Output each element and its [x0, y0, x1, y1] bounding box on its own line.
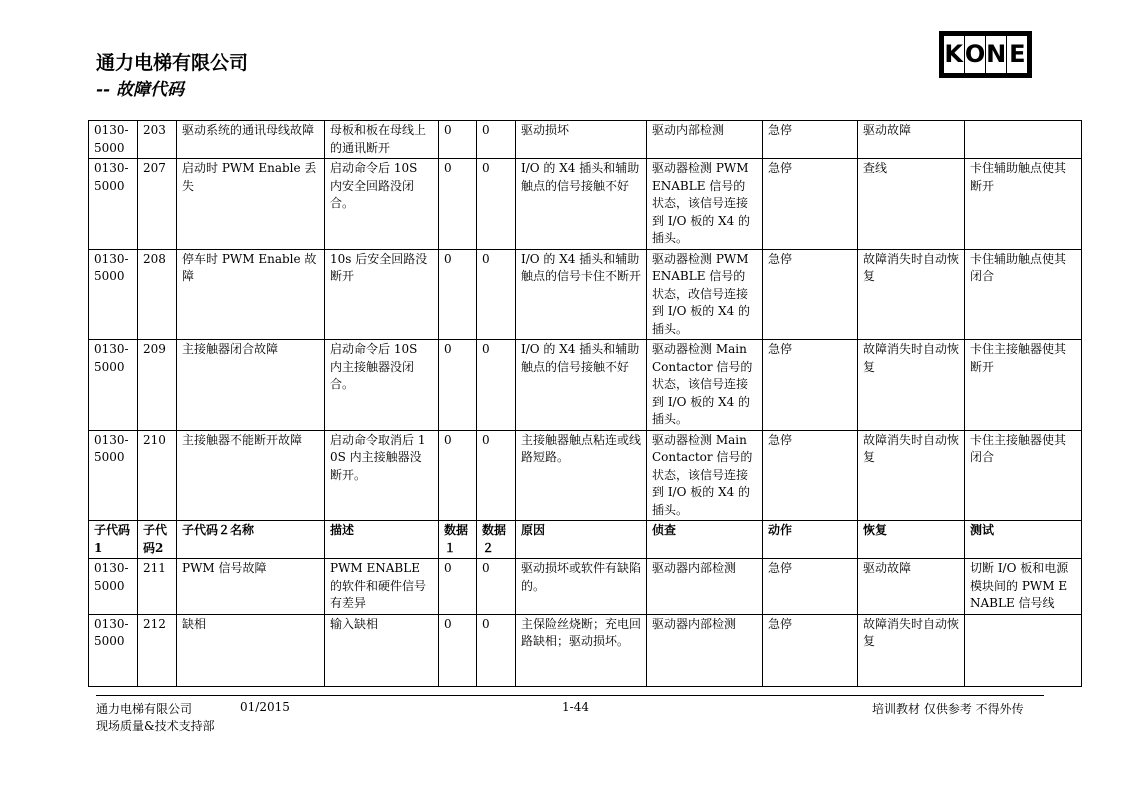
table-cell: 卡住辅助触点使其闭合 [965, 249, 1082, 340]
table-cell: 驱动内部检测 [647, 121, 763, 159]
table-cell: PWM ENABLE 的软件和硬件信号有差异 [325, 559, 439, 615]
table-cell: 0 [477, 614, 516, 686]
footer-notice: 培训教材 仅供参考 不得外传 [872, 702, 1024, 716]
table-cell: I/O 的 X4 插头和辅助触点的信号接触不好 [516, 340, 647, 431]
table-cell: 驱动器检测 Main Contactor 信号的状态，该信号连接到 I/O 板的 X4 的插头。 [647, 340, 763, 431]
table-header-cell: 侦查 [647, 521, 763, 559]
document-subtitle: -- 故障代码 [96, 80, 185, 100]
table-cell: 0 [477, 159, 516, 250]
table-cell: 0130-5000 [89, 249, 138, 340]
table-cell: 急停 [763, 340, 858, 431]
table-row [89, 614, 1082, 686]
table-cell: 切断 I/O 板和电源模块间的 PWM ENABLE 信号线 [965, 559, 1082, 615]
table-header-cell: 恢复 [858, 521, 965, 559]
table-cell: 0130-5000 [89, 121, 138, 159]
footer-company: 通力电梯有限公司 [96, 702, 193, 716]
table-cell: I/O 的 X4 插头和辅助触点的信号接触不好 [516, 159, 647, 250]
fault-code-table [88, 120, 1082, 687]
table-cell: 输入缺相 [325, 614, 439, 686]
table-cell: 启动命令取消后 10S 内主接触器没断开。 [325, 430, 439, 521]
table-cell [965, 121, 1082, 159]
table-cell: 主保险丝烧断；充电回路缺相；驱动损坏。 [516, 614, 647, 686]
table-cell: 驱动器内部检测 [647, 614, 763, 686]
table-cell: 驱动系统的通讯母线故障 [177, 121, 325, 159]
table-cell: 启动命令后 10S 内安全回路没闭合。 [325, 159, 439, 250]
table-cell: 0130-5000 [89, 340, 138, 431]
table-cell: 驱动器检测 PWM ENABLE 信号的状态，该信号连接到 I/O 板的 X4 的插头。 [647, 159, 763, 250]
footer-divider [96, 695, 1044, 696]
table-cell: 查线 [858, 159, 965, 250]
table-row [89, 430, 1082, 521]
table-cell: 驱动器检测 Main Contactor 信号的状态，该信号连接到 I/O 板的 X4 的插头。 [647, 430, 763, 521]
table-cell: 211 [138, 559, 177, 615]
table-cell: 停车时 PWM Enable 故障 [177, 249, 325, 340]
table-cell: 0130-5000 [89, 159, 138, 250]
table-cell: 0 [477, 121, 516, 159]
table-cell: 0 [439, 159, 477, 250]
table-row [89, 121, 1082, 159]
table-header-cell: 动作 [763, 521, 858, 559]
table-header-cell: 子代码1 [89, 521, 138, 559]
table-cell: 卡住主接触器使其闭合 [965, 430, 1082, 521]
table-cell: 母板和板在母线上的通讯断开 [325, 121, 439, 159]
table-cell: 急停 [763, 559, 858, 615]
table-header-cell: 描述 [325, 521, 439, 559]
table-row [89, 559, 1082, 615]
table-cell: 驱动器检测 PWM ENABLE 信号的状态，改信号连接到 I/O 板的 X4 的插头。 [647, 249, 763, 340]
table-cell: 驱动故障 [858, 121, 965, 159]
table-header-cell: 数据２ [477, 521, 516, 559]
table-cell: 0 [439, 559, 477, 615]
table-cell: 0 [439, 340, 477, 431]
table-cell: 卡住辅助触点使其断开 [965, 159, 1082, 250]
table-cell: 启动时 PWM Enable 丢失 [177, 159, 325, 250]
table-cell: 209 [138, 340, 177, 431]
table-cell: 主接触器触点粘连或线路短路。 [516, 430, 647, 521]
logo-letter: K [944, 36, 964, 73]
table-cell: 203 [138, 121, 177, 159]
company-title: 通力电梯有限公司 [96, 52, 249, 74]
table-cell: PWM 信号故障 [177, 559, 325, 615]
table-cell: 10s 后安全回路没断开 [325, 249, 439, 340]
logo-letter: N [986, 36, 1006, 73]
table-cell: 0130-5000 [89, 614, 138, 686]
table-header-cell: 子代码2 [138, 521, 177, 559]
footer-department: 现场质量&技术支持部 [96, 719, 215, 733]
table-cell: 驱动器内部检测 [647, 559, 763, 615]
table-cell: 故障消失时自动恢复 [858, 614, 965, 686]
table-cell: 207 [138, 159, 177, 250]
table-cell: 急停 [763, 121, 858, 159]
table-header-cell: 原因 [516, 521, 647, 559]
table-cell: I/O 的 X4 插头和辅助触点的信号卡住不断开 [516, 249, 647, 340]
table-cell: 驱动故障 [858, 559, 965, 615]
table-cell: 0 [439, 430, 477, 521]
table-cell: 启动命令后 10S 内主接触器没闭合。 [325, 340, 439, 431]
table-cell: 故障消失时自动恢复 [858, 249, 965, 340]
table-row [89, 249, 1082, 340]
table-cell: 210 [138, 430, 177, 521]
table-cell: 0 [439, 121, 477, 159]
table-header-cell: 数据１ [439, 521, 477, 559]
table-cell: 0 [477, 559, 516, 615]
table-cell: 208 [138, 249, 177, 340]
table-cell: 212 [138, 614, 177, 686]
table-row [89, 340, 1082, 431]
table-cell: 0 [477, 340, 516, 431]
table-cell: 驱动损坏 [516, 121, 647, 159]
table-row [89, 159, 1082, 250]
table-cell: 故障消失时自动恢复 [858, 340, 965, 431]
table-cell: 主接触器不能断开故障 [177, 430, 325, 521]
table-cell: 0 [439, 614, 477, 686]
table-cell: 0 [477, 430, 516, 521]
table-cell: 0 [477, 249, 516, 340]
table-cell: 缺相 [177, 614, 325, 686]
table-header-cell: 子代码２名称 [177, 521, 325, 559]
logo-letter: O [965, 36, 985, 73]
table-cell: 急停 [763, 614, 858, 686]
table-cell: 急停 [763, 249, 858, 340]
table-header-row [89, 521, 1082, 559]
table-cell: 主接触器闭合故障 [177, 340, 325, 431]
logo-letter: E [1007, 36, 1027, 73]
table-cell: 急停 [763, 159, 858, 250]
table-cell: 卡住主接触器使其断开 [965, 340, 1082, 431]
footer-date: 01/2015 [240, 700, 290, 714]
table-cell: 故障消失时自动恢复 [858, 430, 965, 521]
table-cell: 0 [439, 249, 477, 340]
table-cell: 急停 [763, 430, 858, 521]
table-cell: 0130-5000 [89, 430, 138, 521]
footer-page-number: 1-44 [562, 700, 589, 714]
table-cell: 0130-5000 [89, 559, 138, 615]
table-cell [965, 614, 1082, 686]
kone-logo [939, 31, 1032, 78]
table-cell: 驱动损坏或软件有缺陷的。 [516, 559, 647, 615]
table-header-cell: 测试 [965, 521, 1082, 559]
